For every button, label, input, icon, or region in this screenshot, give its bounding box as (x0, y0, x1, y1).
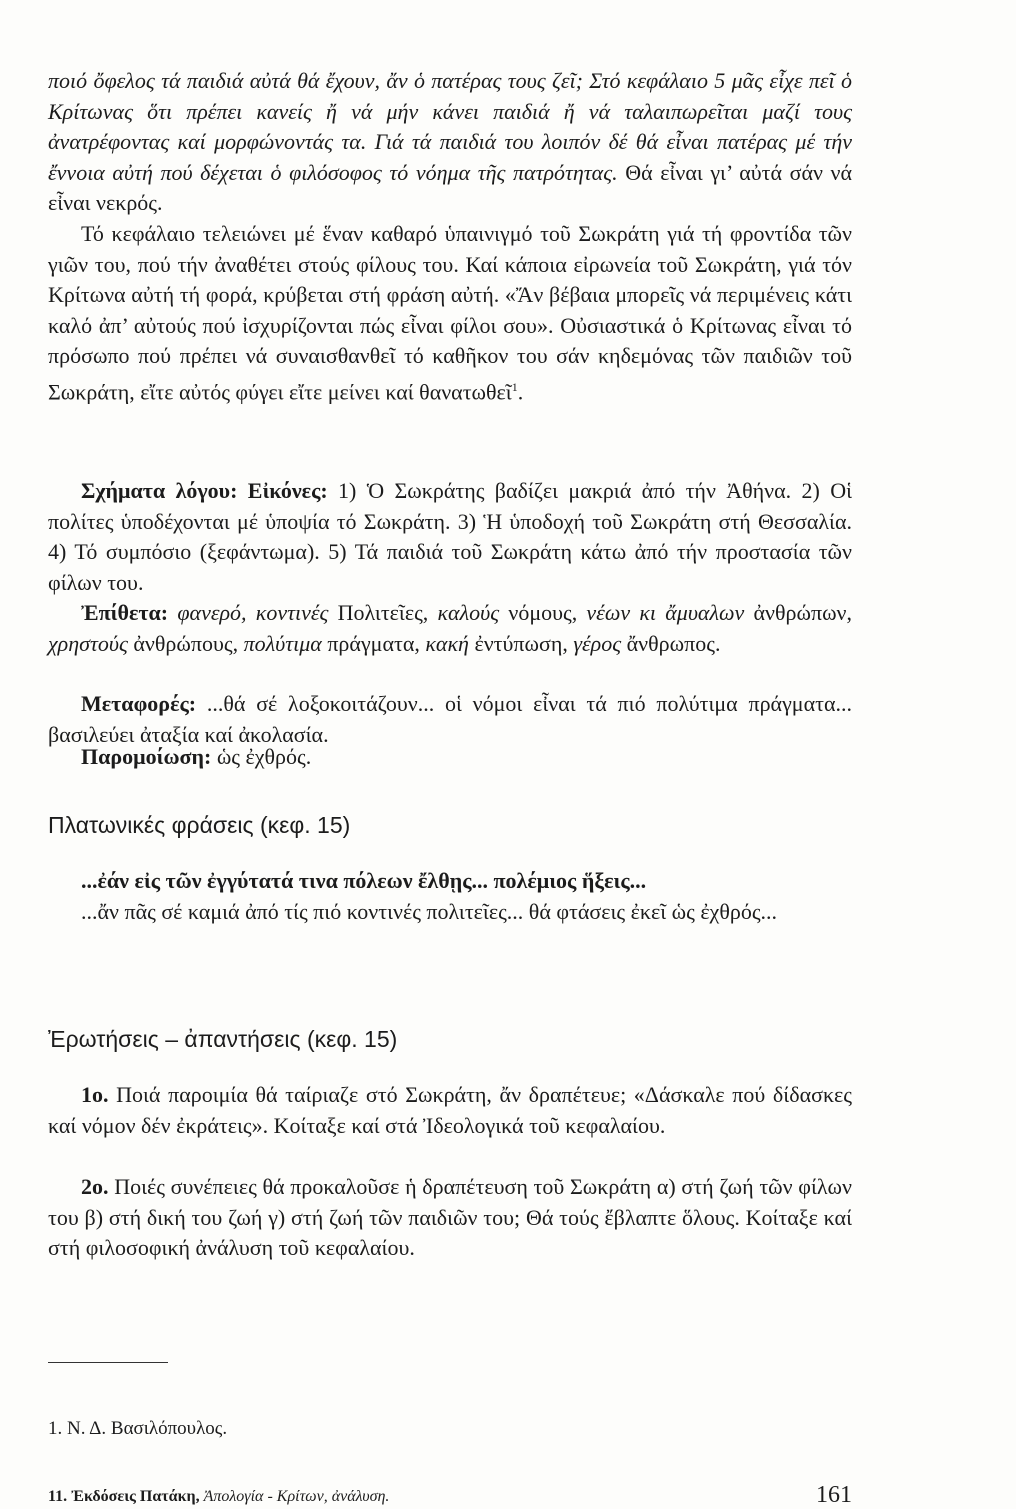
footnote-divider (48, 1362, 168, 1363)
metaphors: Μεταφορές: ...θά σέ λοξοκοιτάζουν... οἱ νόμοι εἶναι τά πιό πολύτιμα πράγματα... βασιλεύει ἀταξία καί ἀκολασία. (48, 691, 852, 747)
figures-of-speech: Σχήματα λόγου: Εἰκόνες: 1) Ὁ Σωκράτης βαδίζει μακριά ἀπό τήν Ἀθήνα. 2) Οἱ πολίτες ὑποδέχονται μέ ὑποψία τό Σωκράτη. 3) Ἡ ὑποδοχή τοῦ Σωκράτη στή Θεσσαλία. 4) Τό συμπόσιο (ξεφάντωμα). 5) Τά παιδιά τοῦ Σωκράτη κάτω ἀπό τήν προστασία τῶν φίλων του. (48, 478, 852, 595)
paragraph-intro: ποιό ὄφελος τά παιδιά αὐτά θά ἔχουν, ἄν ὁ πατέρας τους ζεῖ; Στό κεφάλαιο 5 μᾶς εἶχε πεῖ ὁ Κρίτωνας ὅτι πρέπει κανείς ἤ νά μήν κάνει παιδιά ἤ νά ταλαιπωρεῖται μαζί τους ἀνατρέφοντας καί μορφώνοντάς τα. Γιά τά παιδιά του λοιπόν δέ θά εἶναι πατέρας μέ τήν ἔννοια αὐτή πού δέχεται ὁ φιλόσοφος τό νόημα τῆς πατρότητας. Θά εἶναι γι’ αὐτά σάν νά εἶναι νεκρός. (48, 68, 852, 215)
footnote-marker: 1 (511, 379, 518, 394)
simile: Παρομοίωση: ὡς ἐχθρός. (81, 744, 312, 769)
platonic-quote: ...ἐάν εἰς τῶν ἐγγύτατά τινα πόλεων ἔλθῃς... πολέμιος ἥξεις... ...ἄν πᾶς σέ καμιά ἀπό τίς πιό κοντινές πολιτεῖες... θά φτάσεις ἐκεῖ ὡς ἐχθρός... (81, 868, 778, 924)
page-footer: 11. Ἐκδόσεις Πατάκη, Ἀπολογία - Κρίτων, ἀνάλυση. 161 (48, 1482, 852, 1508)
paragraph-conclusion: Τό κεφάλαιο τελειώνει μέ ἕναν καθαρό ὑπαινιγμό τοῦ Σωκράτη γιά τή φροντίδα τῶν γιῶν του, πού τήν ἀναθέτει στούς φίλους του. Καί κάποια εἰρωνεία τοῦ Σωκράτη, γιά τόν Κρίτωνα αὐτή τή φορά, κρύβεται στή φράση αὐτή. «Ἄν βέβαια μπορεῖς νά περιμένεις κάτι καλό ἀπ’ αὐτούς πού ἰσχυρίζονται πώς εἶναι φίλοι σου». Οὐσιαστικά ὁ Κρίτωνας εἶναι τό πρόσωπο πού πρέπει νά συναισθανθεῖ τό καθῆκον του σάν κηδεμόνας τῶν παιδιῶν τοῦ Σωκράτη, εἴτε αὐτός φύγει εἴτε μείνει καί θανατωθεῖ$^1$. (48, 221, 852, 404)
question-2: 2ο. Ποιές συνέπειες θά προκαλοῦσε ἡ δραπέτευση τοῦ Σωκράτη α) στή ζωή τῶν φίλων του β) στή δική του ζωή γ) στή ζωή τῶν παιδιῶν του; Θά τούς ἔβλαπτε ὅλους. Κοίταξε καί στή φιλοσοφική ἀνάλυση τοῦ κεφαλαίου. (48, 1174, 852, 1260)
section-title-questions: Ἐρωτήσεις – ἀπαντήσεις (κεφ. 15) (48, 1026, 398, 1052)
page-number: 161 (816, 1482, 852, 1508)
question-1: 1ο. Ποιά παροιμία θά ταίριαζε στό Σωκράτη, ἄν δραπέτευε; «Δάσκαλε πού δίδασκες καί νόμον δέν ἐκράτεις». Κοίταξε καί στά Ἰδεολογικά τοῦ κεφαλαίου. (48, 1082, 852, 1138)
footnote: 1. Ν. Δ. Βασιλόπουλος. (48, 1418, 228, 1439)
section-title-platonic-phrases: Πλατωνικές φράσεις (κεφ. 15) (48, 812, 351, 838)
epithets: Ἐπίθετα: φανερό, κοντινές Πολιτεῖες, καλούς νόμους, νέων κι ἄμυαλων ἀνθρώπων, χρηστούς ἀνθρώπους, πολύτιμα πράγματα, κακή ἐντύπωση, γέρος ἄνθρωπος. (48, 600, 853, 656)
